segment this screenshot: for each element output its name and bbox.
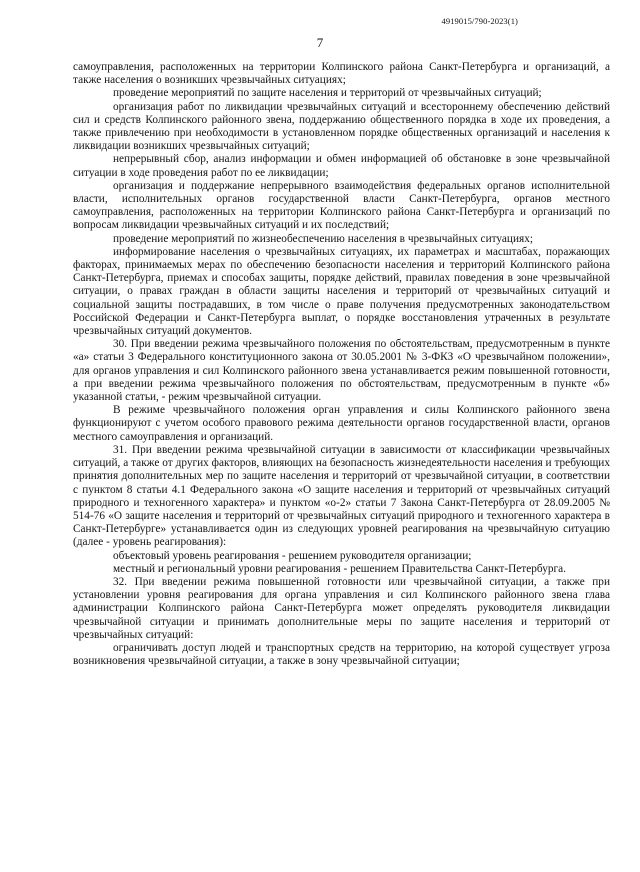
paragraph: организация и поддержание непрерывного взаимодействия федеральных органов исполнительной власти, исполнительных органов государственной власти Санкт-Петербурга, органов местного самоуправления, расположенных на территории Колпинского района Санкт-Петербурга и организаций по вопросам ликвидации чрезвычайных ситуаций и их последствий; [73, 179, 610, 232]
document-registration-number: 4919015/790-2023(1) [441, 16, 518, 26]
paragraph: проведение мероприятий по защите населения и территорий от чрезвычайных ситуаций; [113, 87, 542, 100]
paragraph: непрерывный сбор, анализ информации и обмен информацией об обстановке в зоне чрезвычайной ситуации в ходе проведения работ по ее ликвидации; [73, 153, 610, 179]
page-number: 7 [316, 35, 324, 50]
paragraph: объектовый уровень реагирования - решением руководителя организации; [113, 549, 472, 562]
paragraph: 30. При введении режима чрезвычайного положения по обстоятельствам, предусмотренным в пункте «а» статьи 3 Федерального конституционного закона от 30.05.2001 № 3-ФКЗ «О чрезвычайном положении», для органов управления и сил Колпинского районного звена устанавливается режим повышенной готовности, а при введении режима чрезвычайного положения по обстоятельствам, предусмотренным в пункте «б» указанной статьи, - режим чрезвычайной ситуации. [73, 338, 610, 404]
paragraph: 32. При введении режима повышенной готовности или чрезвычайной ситуации, а также при установлении уровня реагирования для органа управления и сил Колпинского районного звена глава администрации Колпинского района Санкт-Петербурга может определять руководителя ликвидации чрезвычайной ситуации и принимать дополнительные меры по защите населения и территорий от чрезвычайных ситуаций: [73, 575, 610, 641]
paragraph: ограничивать доступ людей и транспортных средств на территорию, на которой существует угроза возникновения чрезвычайной ситуации, а также в зону чрезвычайной ситуации; [73, 641, 610, 668]
document-body [73, 61, 610, 668]
paragraph: самоуправления, расположенных на территории Колпинского района Санкт-Петербурга и организаций, а также населения о возникших чрезвычайных ситуациях; [73, 61, 610, 87]
paragraph: В режиме чрезвычайного положения орган управления и силы Колпинского районного звена функционируют с учетом особого правового режима деятельности органов государственной власти, органов местного самоуправления и организаций. [73, 404, 610, 443]
paragraph: организация работ по ликвидации чрезвычайных ситуаций и всестороннему обеспечению действий сил и средств Колпинского районного звена, поддержанию общественного порядка в ходе их проведения, а также привлечению при необходимости в установленном порядке общественных организаций и населения к ликвидации возникших чрезвычайных ситуаций; [73, 100, 610, 153]
paragraph: информирование населения о чрезвычайных ситуациях, их параметрах и масштабах, поражающих факторах, принимаемых мерах по обеспечению безопасности населения и территорий Колпинского района Санкт-Петербурга, приемах и способах защиты, порядке действий, правилах поведения в зоне чрезвычайной ситуации, о правах граждан в области защиты населения и территорий от чрезвычайных ситуаций и социальной защиты пострадавших, в том числе о праве получения предусмотренных законодательством Российской Федерации и Санкт-Петербурга выплат, о порядке восстановления утраченных в результате чрезвычайных ситуаций документов. [73, 245, 610, 338]
paragraph: проведение мероприятий по жизнеобеспечению населения в чрезвычайных ситуациях; [113, 232, 533, 245]
paragraph: местный и региональный уровни реагирования - решением Правительства Санкт-Петербурга. [113, 562, 566, 575]
paragraph: 31. При введении режима чрезвычайной ситуации в зависимости от классификации чрезвычайных ситуаций, а также от других факторов, влияющих на безопасность жизнедеятельности населения и требующих принятия дополнительных мер по защите населения и территорий от чрезвычайной ситуации, в соответствии с пунктом 8 статьи 4.1 Федерального закона «О защите населения и территорий от чрезвычайных ситуаций природного и техногенного характера» и пунктом «о-2» статьи 7 Закона Санкт-Петербурга от 28.09.2005 № 514-76 «О защите населения и территорий от чрезвычайных ситуаций природного и техногенного характера в Санкт-Петербурге» устанавливается один из следующих уровней реагирования на чрезвычайную ситуацию (далее - уровень реагирования): [73, 443, 610, 549]
